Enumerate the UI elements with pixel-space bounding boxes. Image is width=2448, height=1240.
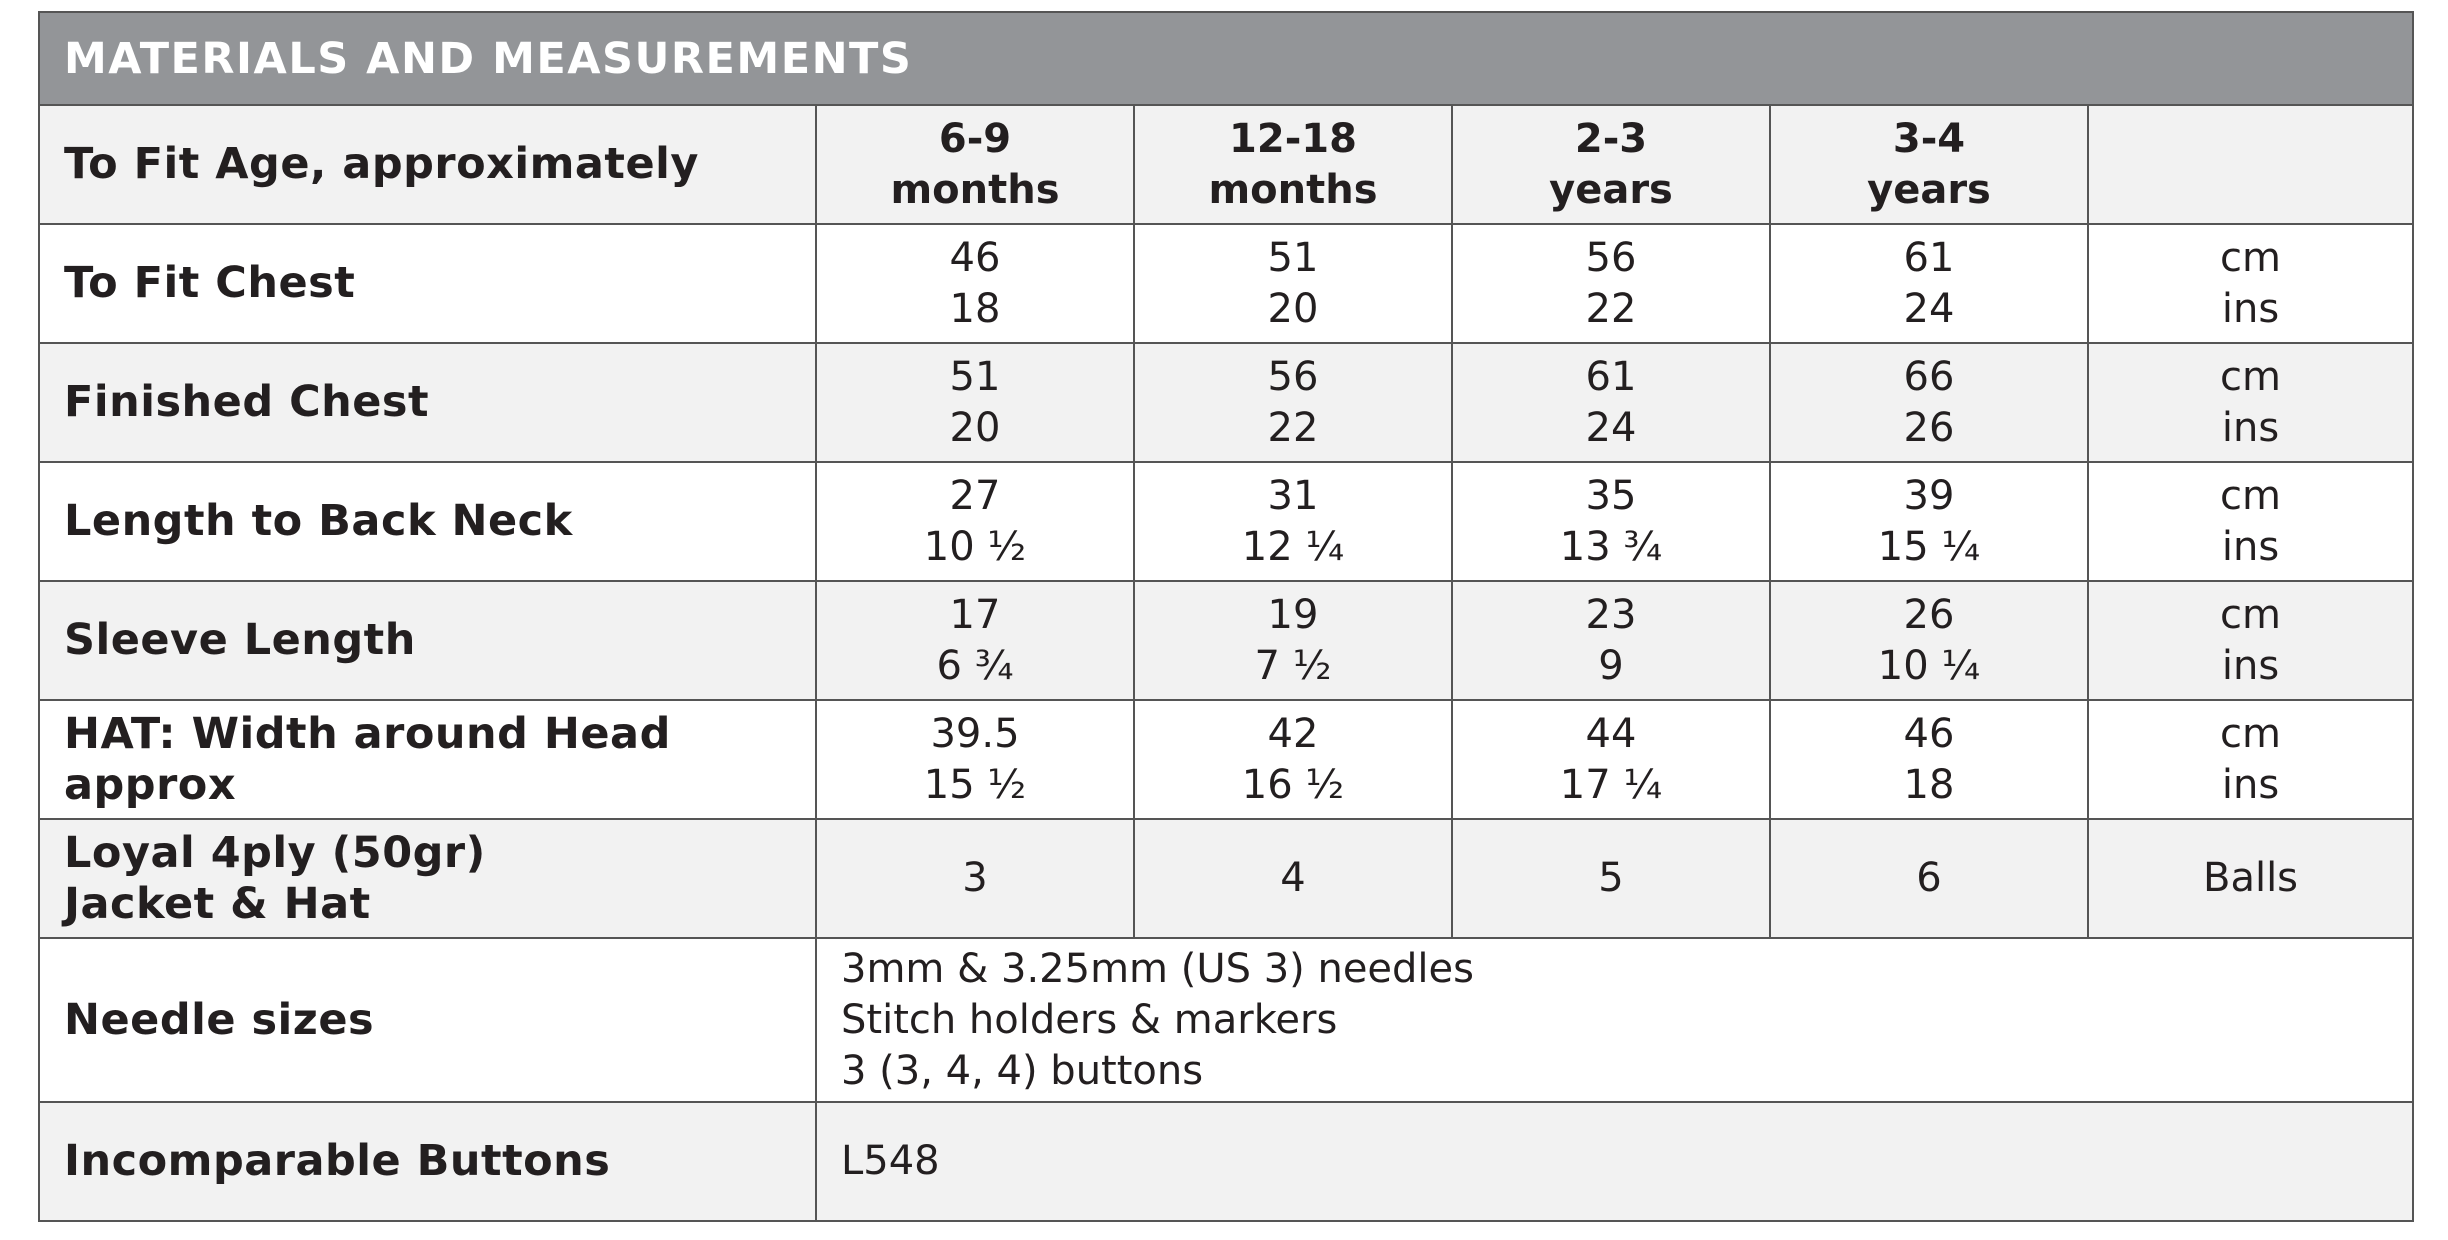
unit-cell xyxy=(2088,462,2413,581)
size-value: 31 xyxy=(1267,472,1319,519)
size-value-cell xyxy=(816,462,1134,581)
unit-label: Balls xyxy=(2203,855,2299,901)
size-value: 26 xyxy=(1903,404,1955,451)
size-value: 26 xyxy=(1903,591,1955,638)
size-value-cell xyxy=(1770,224,2088,343)
size-value: 10 ½ xyxy=(923,523,1027,570)
size-value: 39.5 xyxy=(930,710,1020,757)
size-value-cell xyxy=(1134,462,1452,581)
row-label-line: Length to Back Neck xyxy=(64,496,573,546)
age-header-row xyxy=(39,105,2413,224)
age-row-label: To Fit Age, approximately xyxy=(39,105,816,224)
row-label-line: Loyal 4ply (50gr) xyxy=(64,827,486,878)
row-label-line: Sleeve Length xyxy=(64,615,416,665)
size-value-cell xyxy=(1452,224,1770,343)
size-value: 12 ¼ xyxy=(1241,523,1345,570)
size-value-cell xyxy=(816,224,1134,343)
table-title: MATERIALS AND MEASUREMENTS xyxy=(39,12,2413,105)
size-value: 56 xyxy=(1267,353,1319,400)
size-value-cell xyxy=(1770,343,2088,462)
size-value: 42 xyxy=(1267,710,1319,757)
size-value: 17 xyxy=(949,591,1001,638)
size-value: 3 xyxy=(962,855,988,901)
unit-cell xyxy=(2088,819,2413,938)
measurements-table xyxy=(38,11,2414,1222)
size-value: 16 ½ xyxy=(1241,761,1345,808)
size-value: 56 xyxy=(1585,234,1637,281)
unit-label: ins xyxy=(2221,285,2280,332)
size-value-cell xyxy=(816,700,1134,819)
size-value-cell xyxy=(1452,462,1770,581)
size-value: 51 xyxy=(1267,234,1319,281)
size-value-cell xyxy=(816,343,1134,462)
size-value: 4 xyxy=(1280,855,1306,901)
size-value: 24 xyxy=(1903,285,1955,332)
size-value: 39 xyxy=(1903,472,1955,519)
size-value-cell xyxy=(1134,343,1452,462)
materials-measurements-sheet xyxy=(38,11,2412,1222)
buttons-label: Incomparable Buttons xyxy=(39,1102,816,1221)
unit-label: cm xyxy=(2220,472,2281,519)
needle-sizes-row xyxy=(39,938,2413,1102)
size-value: 15 ½ xyxy=(923,761,1027,808)
unit-label: cm xyxy=(2220,591,2281,638)
size-value: 9 xyxy=(1598,642,1624,689)
size-value: 18 xyxy=(1903,761,1955,808)
buttons-row xyxy=(39,1102,2413,1221)
row-label xyxy=(39,462,816,581)
row-label-line: HAT: Width around Head xyxy=(64,708,671,759)
size-value: 61 xyxy=(1903,234,1955,281)
unit-label: ins xyxy=(2221,642,2280,689)
age-header: 2-3 years xyxy=(1452,105,1770,224)
size-value: 46 xyxy=(1903,710,1955,757)
needle-sizes-label: Needle sizes xyxy=(39,938,816,1102)
table-row xyxy=(39,819,2413,938)
size-value: 24 xyxy=(1585,404,1637,451)
row-label xyxy=(39,700,816,819)
size-value: 51 xyxy=(949,353,1001,400)
unit-label: cm xyxy=(2220,710,2281,757)
size-value-cell xyxy=(1452,343,1770,462)
unit-label: ins xyxy=(2221,404,2280,451)
age-header: 3-4 years xyxy=(1770,105,2088,224)
size-value: 44 xyxy=(1585,710,1637,757)
unit-label: ins xyxy=(2221,523,2280,570)
unit-label: ins xyxy=(2221,761,2280,808)
size-value: 27 xyxy=(949,472,1001,519)
size-value-cell xyxy=(1134,700,1452,819)
size-value: 22 xyxy=(1267,404,1319,451)
buttons-code: L548 xyxy=(816,1102,2413,1221)
needle-note: Stitch holders & markers xyxy=(841,996,1338,1043)
size-value-cell xyxy=(1134,581,1452,700)
title-banner xyxy=(39,12,2413,105)
size-value: 18 xyxy=(949,285,1001,332)
size-value: 35 xyxy=(1585,472,1637,519)
table-row xyxy=(39,224,2413,343)
age-header: 12-18 months xyxy=(1134,105,1452,224)
table-row xyxy=(39,343,2413,462)
row-label-line: Jacket & Hat xyxy=(64,878,371,929)
size-value: 10 ¼ xyxy=(1877,642,1981,689)
size-value: 17 ¼ xyxy=(1559,761,1663,808)
size-value: 20 xyxy=(1267,285,1319,332)
size-value-cell xyxy=(1770,581,2088,700)
unit-cell xyxy=(2088,581,2413,700)
size-value: 7 ½ xyxy=(1254,642,1332,689)
size-value: 66 xyxy=(1903,353,1955,400)
row-label-line: To Fit Chest xyxy=(64,258,356,308)
unit-label: cm xyxy=(2220,353,2281,400)
size-value: 5 xyxy=(1598,855,1624,901)
table-row xyxy=(39,581,2413,700)
unit-cell xyxy=(2088,224,2413,343)
size-value-cell xyxy=(1134,819,1452,938)
row-label xyxy=(39,224,816,343)
size-value-cell xyxy=(1770,700,2088,819)
size-value: 13 ¾ xyxy=(1559,523,1663,570)
age-header: 6-9 months xyxy=(816,105,1134,224)
size-value-cell xyxy=(1452,700,1770,819)
size-value-cell xyxy=(1770,462,2088,581)
row-label xyxy=(39,343,816,462)
unit-cell xyxy=(2088,700,2413,819)
unit-header xyxy=(2088,105,2413,224)
table-row xyxy=(39,462,2413,581)
size-value-cell xyxy=(1452,581,1770,700)
size-value-cell xyxy=(816,581,1134,700)
size-value: 22 xyxy=(1585,285,1637,332)
size-value: 6 ¾ xyxy=(936,642,1014,689)
size-value: 46 xyxy=(949,234,1001,281)
size-value: 61 xyxy=(1585,353,1637,400)
size-value-cell xyxy=(816,819,1134,938)
size-value-cell xyxy=(1452,819,1770,938)
row-label xyxy=(39,819,816,938)
needle-note: 3 (3, 4, 4) buttons xyxy=(841,1047,1204,1094)
size-value-cell xyxy=(1770,819,2088,938)
size-value-cell xyxy=(1134,224,1452,343)
table-row xyxy=(39,700,2413,819)
row-label-line: approx xyxy=(64,759,237,810)
size-value: 19 xyxy=(1267,591,1319,638)
measurement-rows xyxy=(39,224,2413,938)
row-label-line: Finished Chest xyxy=(64,377,430,427)
needle-note: 3mm & 3.25mm (US 3) needles xyxy=(841,945,1474,992)
needle-sizes-notes xyxy=(816,938,2413,1102)
size-value: 6 xyxy=(1916,855,1942,901)
unit-label: cm xyxy=(2220,234,2281,281)
size-value: 23 xyxy=(1585,591,1637,638)
size-value: 15 ¼ xyxy=(1877,523,1981,570)
unit-cell xyxy=(2088,343,2413,462)
row-label xyxy=(39,581,816,700)
size-value: 20 xyxy=(949,404,1001,451)
